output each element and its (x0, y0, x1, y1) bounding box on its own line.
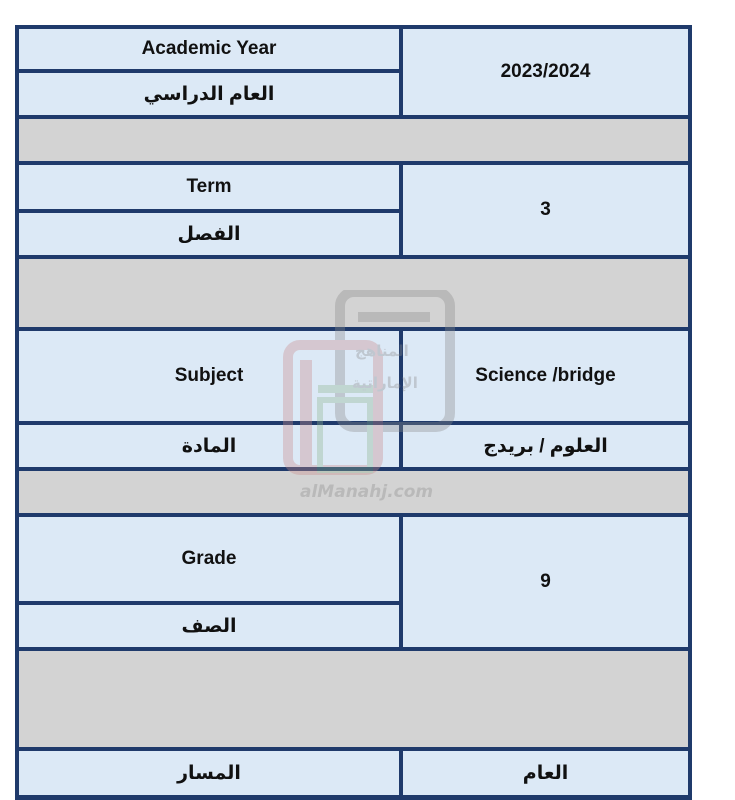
info-table (15, 25, 692, 800)
term-label-ar (19, 213, 399, 255)
grade-value (403, 517, 688, 647)
separator-row-2 (19, 259, 688, 327)
subject-ar-text: المادة (181, 435, 237, 457)
term-label-en (19, 165, 399, 209)
academic-year-value (403, 29, 688, 115)
subject-en-text: Subject (174, 365, 244, 386)
grade-label-en (19, 517, 399, 601)
academic-year-ar-text: العام الدراسي (143, 83, 275, 105)
grade-ar-text: الصف (181, 615, 237, 637)
subject-label-en (19, 331, 399, 421)
academic-year-en-text: Academic Year (141, 38, 277, 59)
grade-value-text: 9 (540, 571, 551, 592)
separator-row-1 (19, 119, 688, 161)
track-ar-text: المسار (177, 762, 241, 784)
term-value (403, 165, 688, 255)
watermark-line1: المناهج (355, 342, 409, 360)
watermark-site: alManahj.com (300, 482, 434, 502)
separator-row-3 (19, 471, 688, 513)
academic-year-label-ar (19, 73, 399, 115)
grade-en-text: Grade (181, 548, 237, 569)
track-label-ar (19, 751, 399, 795)
track-value-ar-text: العام (522, 762, 569, 784)
academic-year-value-text: 2023/2024 (500, 61, 591, 82)
term-value-text: 3 (540, 199, 551, 220)
grade-label-ar (19, 605, 399, 647)
subject-value-ar-text: العلوم / بريدج (483, 435, 608, 457)
separator-row-4 (19, 651, 688, 747)
subject-value-ar (403, 425, 688, 467)
track-value-ar (403, 751, 688, 795)
watermark-line2: الإماراتية (352, 374, 418, 392)
term-ar-text: الفصل (177, 223, 241, 245)
academic-year-label-en (19, 29, 399, 69)
term-en-text: Term (186, 176, 232, 197)
subject-value-en-text: Science /bridge (475, 365, 616, 386)
subject-label-ar (19, 425, 399, 467)
subject-value-en (403, 331, 688, 421)
